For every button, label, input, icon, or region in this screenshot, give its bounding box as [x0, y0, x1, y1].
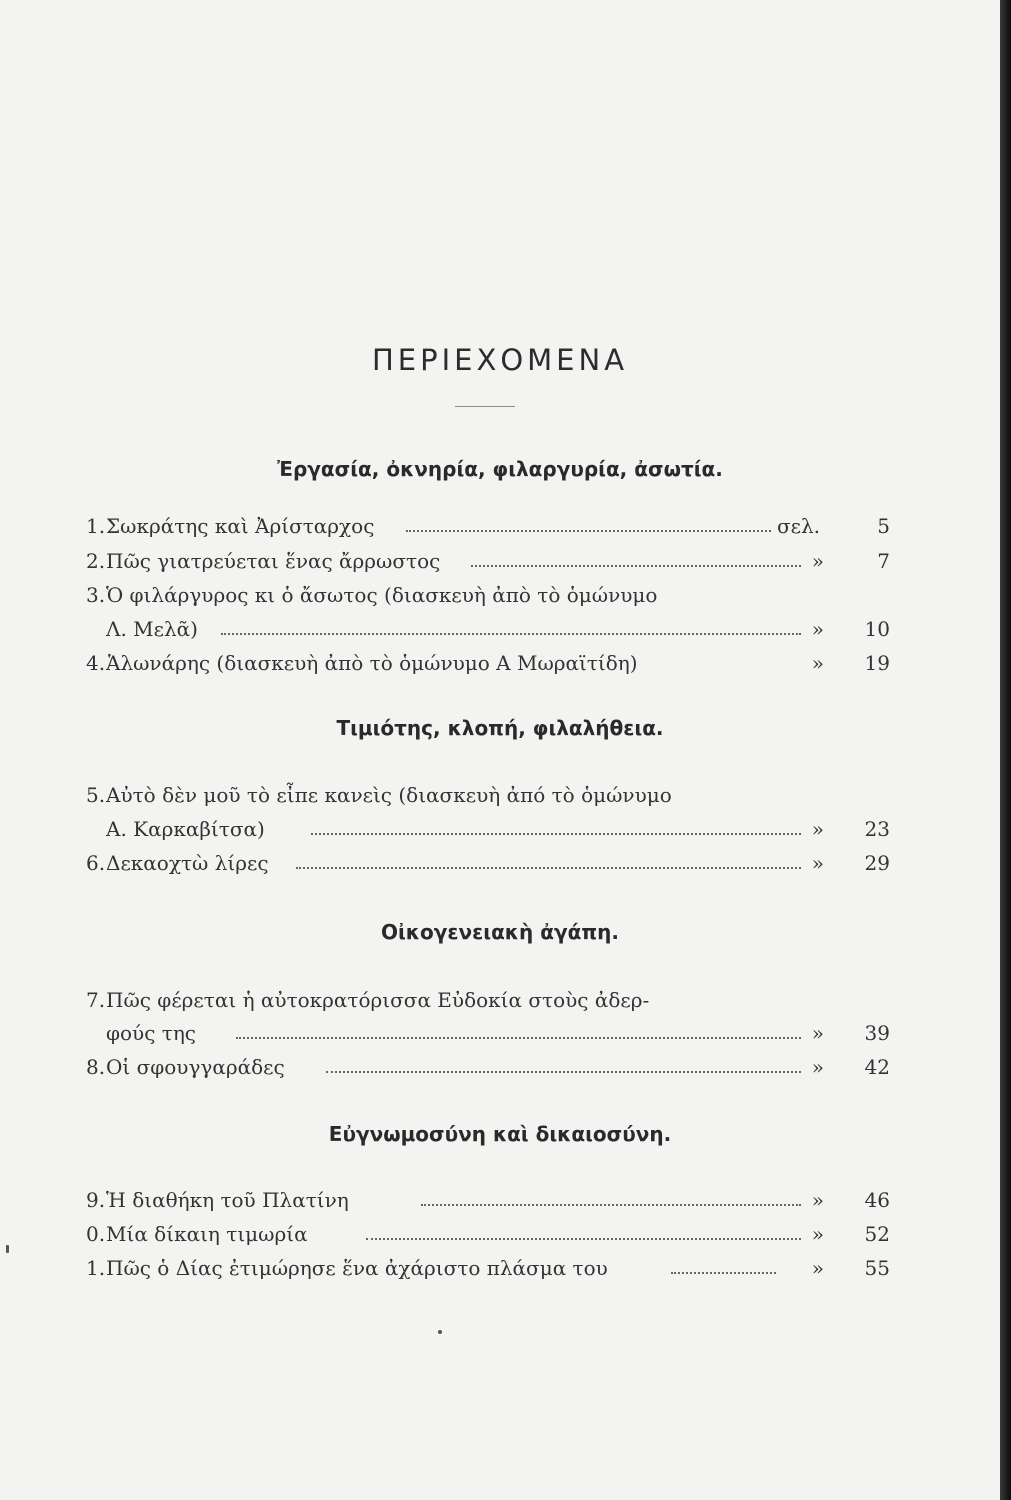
entry-number: 8. [86, 1055, 106, 1079]
page-number: 7 [877, 549, 890, 573]
page-label: » [811, 1021, 824, 1045]
entry-number: 6. [86, 851, 106, 875]
page-label: » [811, 1256, 824, 1280]
dot-leader [221, 633, 801, 635]
page-label: » [811, 817, 824, 841]
entry-number: 0. [86, 1222, 106, 1246]
entry-title: Ἁλωνάρης (διασκευὴ ἀπὸ τὸ ὁμώνυμο Α Μωραϊτίδη) [106, 651, 638, 675]
paper-speck [438, 1330, 442, 1334]
toc-entry-7 [86, 985, 890, 1015]
dot-leader [471, 565, 801, 567]
dot-leader [366, 1238, 801, 1240]
page-label: » [811, 1055, 824, 1079]
page-number: 52 [864, 1222, 890, 1246]
entry-title-continued: Λ. Μελᾶ) [106, 617, 198, 641]
entry-title: Μία δίκαιη τιμωρία [106, 1222, 308, 1246]
section-heading-1: Ἐργασία, ὀκνηρία, φιλαργυρία, ἀσωτία. [277, 457, 723, 481]
entry-number: 5. [86, 783, 106, 807]
entry-title: Αὐτὸ δὲν μοῦ τὸ εἶπε κανεὶς (διασκευὴ ἀπό τὸ ὁμώνυμο [106, 783, 672, 807]
entry-number: 7. [86, 988, 106, 1012]
dot-leader [671, 1272, 776, 1274]
page-number: 10 [864, 617, 890, 641]
page-edge-shadow [1000, 0, 1011, 1500]
page-number: 19 [864, 651, 890, 675]
entry-title: Πῶς φέρεται ἡ αὐτοκρατόρισσα Εὐδοκία στοὺς ἀδερ- [106, 988, 650, 1012]
entry-number: 1. [86, 514, 106, 538]
page-title: ΠΕΡΙΕΧΟΜΕΝΑ [371, 343, 629, 377]
toc-entry-10 [86, 1219, 890, 1249]
toc-entry-8 [86, 1052, 890, 1082]
paper-speck [6, 1245, 9, 1253]
toc-entry-2 [86, 546, 890, 576]
entry-number: 1. [86, 1256, 106, 1280]
page-label: σελ. [776, 514, 820, 538]
dot-leader [311, 833, 801, 835]
dot-leader [326, 1071, 801, 1073]
entry-title: Πῶς ὁ Δίας ἐτιμώρησε ἕνα ἀχάριστο πλάσμα του [106, 1256, 608, 1280]
page-number: 46 [864, 1188, 890, 1212]
toc-entry-7-continued [86, 1018, 890, 1048]
entry-number: 4. [86, 651, 106, 675]
title-divider [455, 406, 515, 407]
section-heading-3: Οἰκογενειακὴ ἀγάπη. [381, 920, 619, 944]
toc-entry-9 [86, 1185, 890, 1215]
toc-entry-3 [86, 580, 890, 610]
entry-title: Ἡ διαθήκη τοῦ Πλατίνη [106, 1188, 349, 1212]
page-number: 29 [864, 851, 890, 875]
entry-title: Οἱ σφουγγαράδες [106, 1055, 285, 1079]
dot-leader [406, 530, 771, 532]
page-label: » [811, 651, 824, 675]
dot-leader [296, 867, 801, 869]
toc-entry-11 [86, 1253, 890, 1283]
entry-number: 3. [86, 583, 106, 607]
entry-title: Ὁ φιλάργυρος κι ὁ ἄσωτος (διασκευὴ ἀπὸ τὸ ὁμώνυμο [106, 583, 658, 607]
page-label: » [811, 851, 824, 875]
entry-title: Δεκαοχτὼ λίρες [106, 851, 269, 875]
section-heading-4: Εὐγνωμοσύνη καὶ δικαιοσύνη. [328, 1122, 672, 1146]
entry-title: Σωκράτης καὶ Ἀρίσταρχος [106, 514, 375, 538]
entry-number: 2. [86, 549, 106, 573]
dot-leader [236, 1037, 801, 1039]
page-number: 23 [864, 817, 890, 841]
toc-entry-6 [86, 848, 890, 878]
page-label: » [811, 549, 824, 573]
toc-entry-5 [86, 780, 890, 810]
section-heading-2: Τιμιότης, κλοπή, φιλαλήθεια. [336, 716, 664, 740]
dot-leader [421, 1204, 801, 1206]
entry-title: Πῶς γιατρεύεται ἕνας ἄρρωστος [106, 549, 441, 573]
entry-number: 9. [86, 1188, 106, 1212]
entry-title-continued: φούς της [106, 1021, 197, 1045]
toc-entry-5-continued [86, 814, 890, 844]
toc-entry-1 [86, 511, 890, 541]
page-number: 39 [864, 1021, 890, 1045]
page-number: 55 [864, 1256, 890, 1280]
page-label: » [811, 617, 824, 641]
toc-entry-3-continued [86, 614, 890, 644]
page-number: 42 [864, 1055, 890, 1079]
page-number: 5 [877, 514, 890, 538]
page-label: » [811, 1188, 824, 1212]
entry-title-continued: Α. Καρκαβίτσα) [106, 817, 265, 841]
toc-entry-4 [86, 648, 890, 678]
page-label: » [811, 1222, 824, 1246]
